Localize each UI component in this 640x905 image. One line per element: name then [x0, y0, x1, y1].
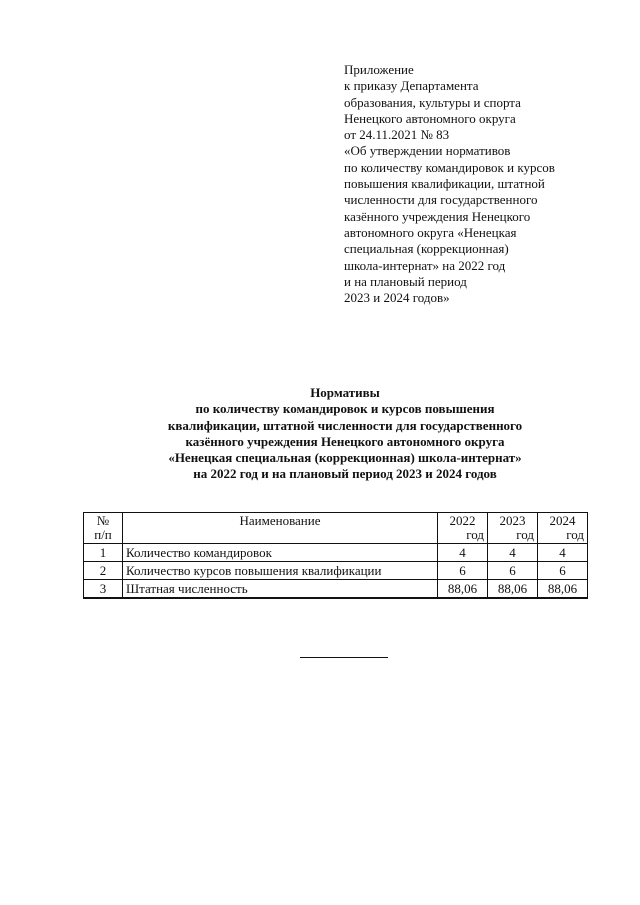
table-header-row	[84, 513, 588, 544]
cell-2024: 88,06	[538, 580, 588, 599]
cell-2024: 6	[538, 562, 588, 580]
appendix-line: от 24.11.2021 № 83	[344, 127, 450, 143]
document-title	[0, 385, 640, 483]
header-num	[84, 513, 123, 544]
appendix-line: 2023 и 2024 годов»	[344, 290, 450, 306]
appendix-line: к приказу Департамента	[344, 78, 479, 94]
appendix-line: численности для государственного	[344, 192, 538, 208]
cell-num: 2	[84, 562, 123, 580]
cell-2022: 4	[438, 544, 488, 562]
norms-table	[83, 512, 588, 599]
header-year-2022	[438, 513, 488, 544]
header-year-label: 2023	[499, 513, 526, 528]
cell-num: 3	[84, 580, 123, 599]
appendix-line: автономного округа «Ненецкая	[344, 224, 517, 240]
title-line: казённого учреждения Ненецкого автономного округа	[185, 433, 505, 449]
cell-num: 1	[84, 544, 123, 562]
title-line: «Ненецкая специальная (коррекционная) школа-интернат»	[168, 450, 522, 466]
cell-name: Количество курсов повышения квалификации	[123, 562, 438, 580]
table-row	[84, 544, 588, 562]
title-line: квалификации, штатной численности для государственного	[167, 417, 523, 433]
header-num-bottom: п/п	[94, 527, 112, 542]
appendix-line: и на плановый период	[344, 273, 467, 289]
header-name-label: Наименование	[239, 513, 321, 528]
header-num-top: №	[96, 513, 110, 528]
closing-separator-line	[300, 657, 388, 658]
table-row	[84, 580, 588, 599]
appendix-line: специальная (коррекционная)	[344, 241, 509, 257]
table-row	[84, 562, 588, 580]
appendix-line: казённого учреждения Ненецкого	[344, 208, 531, 224]
title-line: по количеству командировок и курсов повышения	[195, 401, 495, 417]
header-year-2023	[488, 513, 538, 544]
appendix-line: Ненецкого автономного округа	[344, 110, 516, 126]
title-line: Нормативы	[310, 385, 380, 400]
title-line: на 2022 год и на плановый период 2023 и 2024 годов	[193, 466, 497, 482]
header-name	[123, 513, 438, 544]
cell-2023: 6	[488, 562, 538, 580]
header-year-label: 2022	[449, 513, 476, 528]
header-year-label: 2024	[549, 513, 576, 528]
cell-2024: 4	[538, 544, 588, 562]
cell-name: Количество командировок	[123, 544, 438, 562]
appendix-block	[344, 62, 604, 306]
appendix-line: образования, культуры и спорта	[344, 94, 521, 110]
appendix-line: школа-интернат» на 2022 год	[344, 257, 506, 273]
header-year-unit: год	[466, 527, 484, 542]
cell-2022: 88,06	[438, 580, 488, 599]
appendix-line: по количеству командировок и курсов	[344, 159, 555, 175]
cell-name: Штатная численность	[123, 580, 438, 599]
header-year-2024	[538, 513, 588, 544]
appendix-line: повышения квалификации, штатной	[344, 176, 545, 192]
cell-2023: 88,06	[488, 580, 538, 599]
header-year-unit: год	[566, 527, 584, 542]
appendix-line: Приложение	[344, 62, 414, 77]
cell-2022: 6	[438, 562, 488, 580]
cell-2023: 4	[488, 544, 538, 562]
header-year-unit: год	[516, 527, 534, 542]
appendix-line: «Об утверждении нормативов	[344, 143, 511, 159]
